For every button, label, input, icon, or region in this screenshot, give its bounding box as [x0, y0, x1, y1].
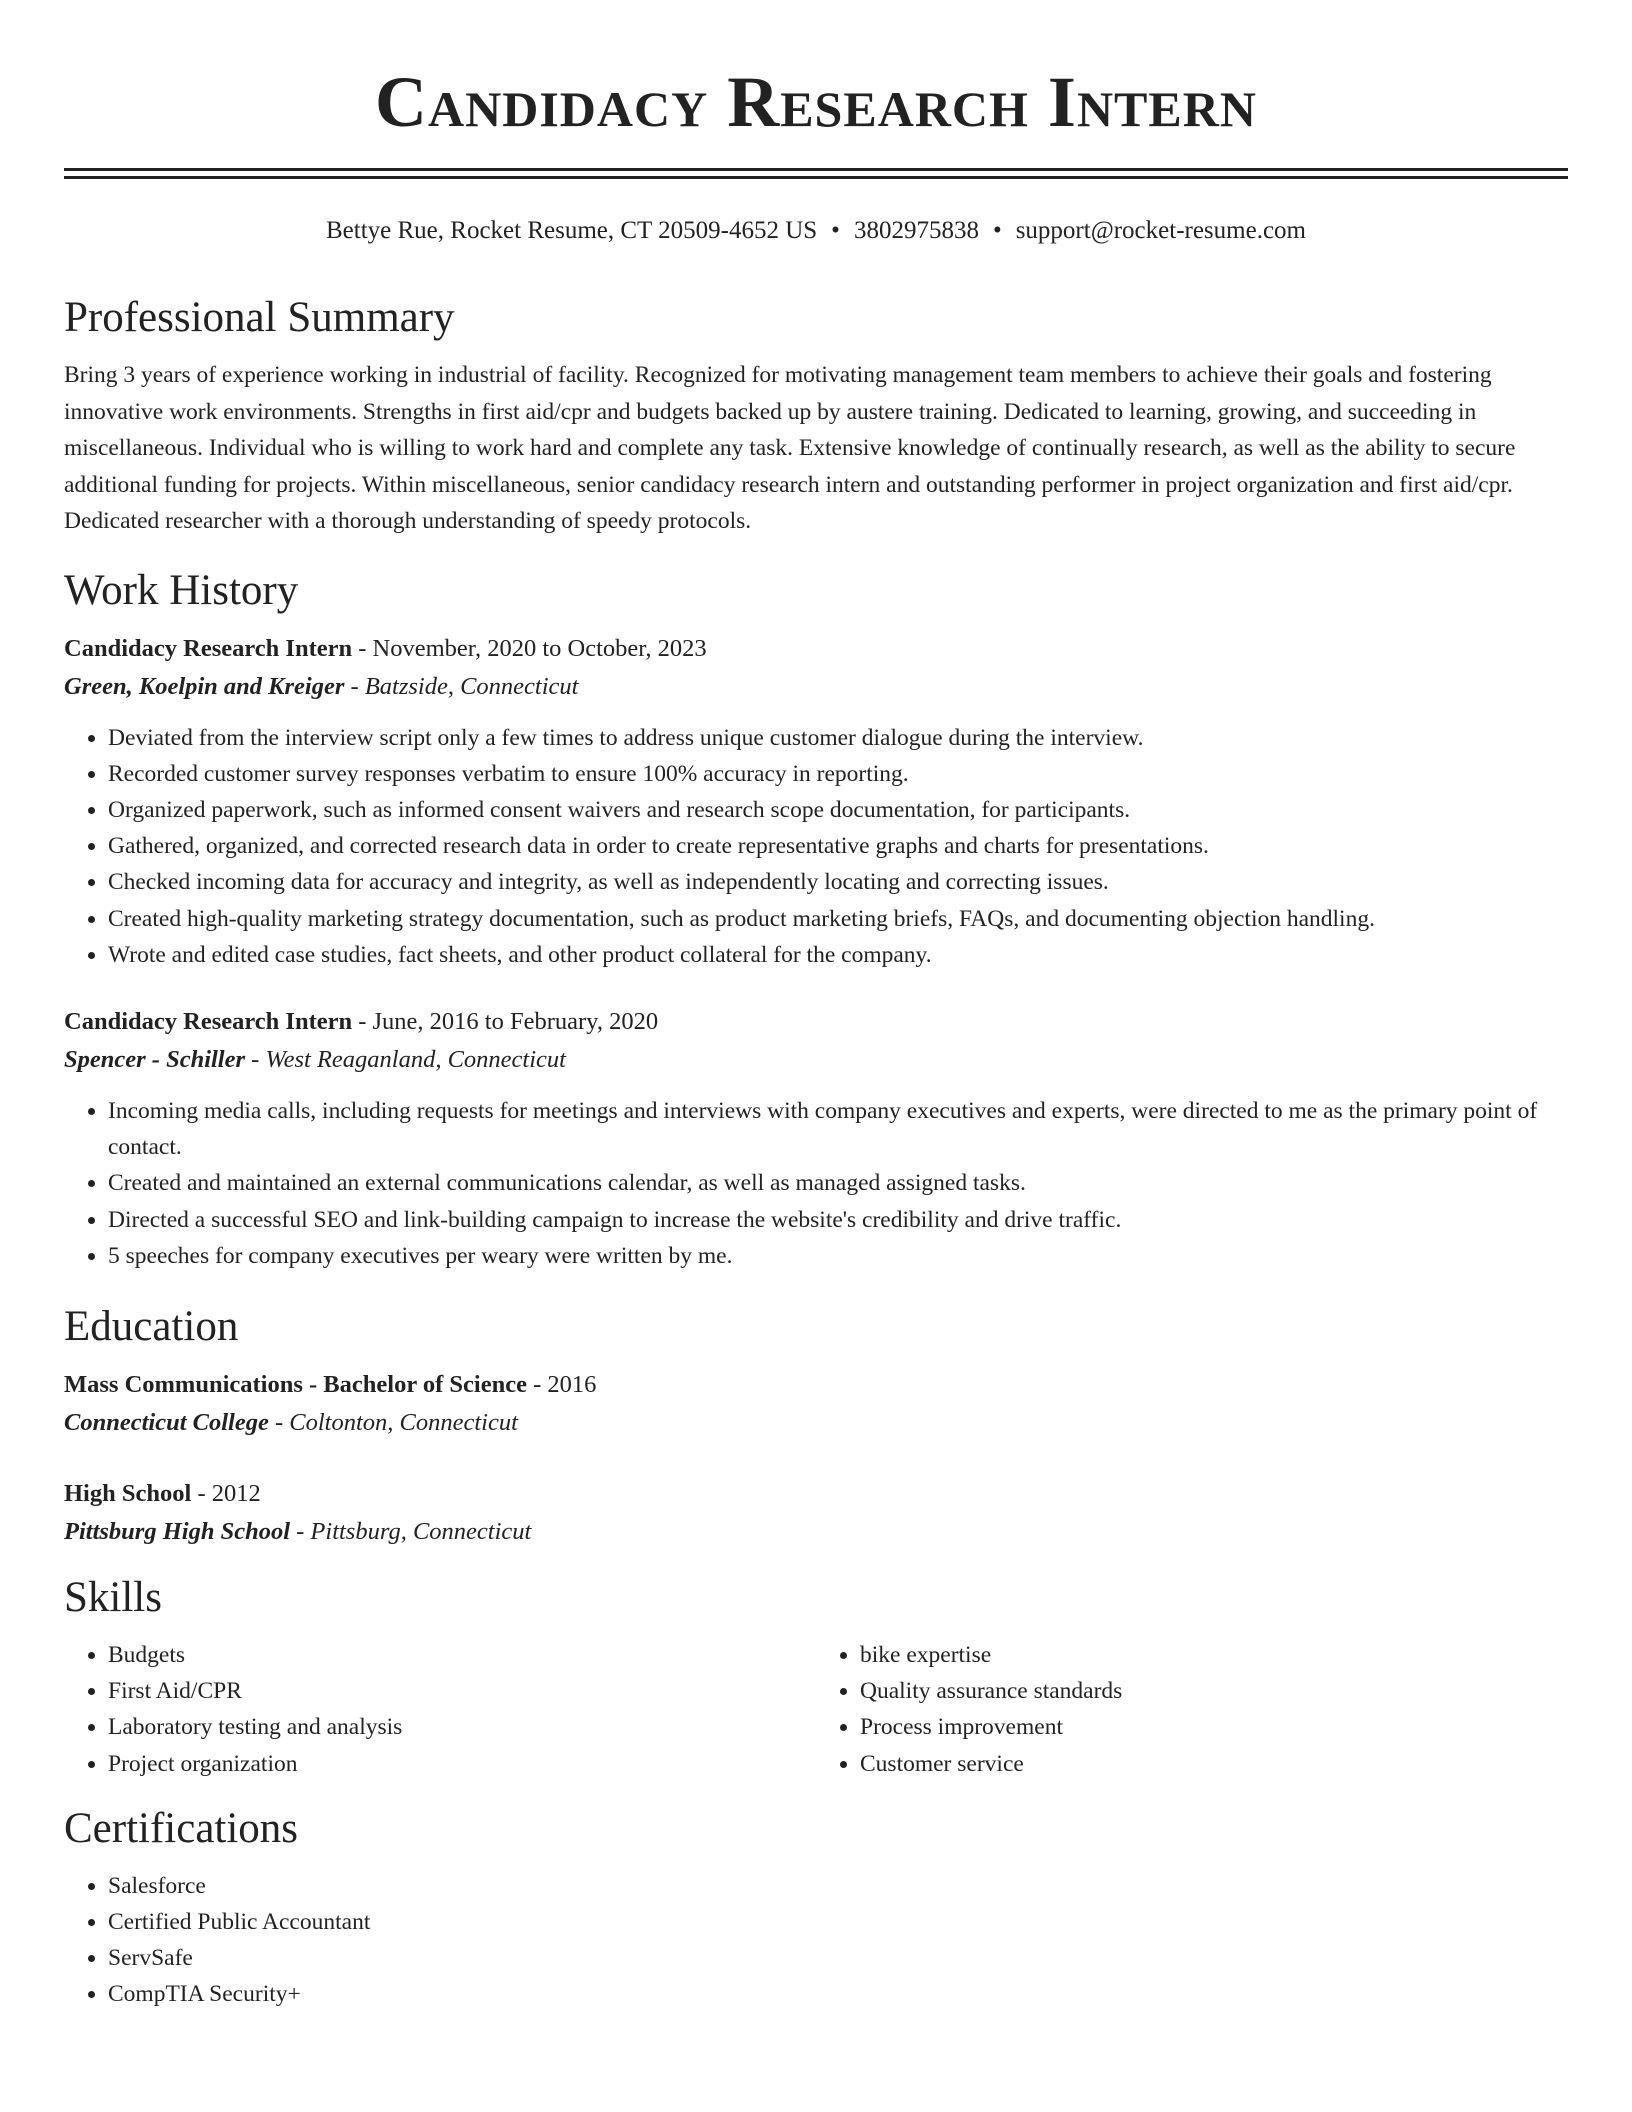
- degree-line: [64, 1366, 1568, 1404]
- list-item: • Budgets: [108, 1637, 816, 1673]
- summary-text: Bring 3 years of experience working in industrial of facility. Recognized for motivating management team members to achieve their goals and fostering innovative work environments. Strengths in first aid/cpr and budgets backed up by austere training. Dedicated to learning, growing, and succeeding in miscellaneous. Individual who is willing to work hard and complete any task. Extensive knowledge of continually research, as well as the ability to secure additional funding for projects. Within miscellaneous, senior candidacy research intern and outstanding performer in project organization and first aid/cpr. Dedicated researcher with a thorough understanding of speedy protocols.: [64, 362, 1516, 534]
- list-item: • Salesforce: [108, 1868, 1568, 1904]
- graduation-year: - 2012: [191, 1479, 261, 1507]
- job-location: - West Reaganland, Connecticut: [245, 1045, 566, 1073]
- school-line: [64, 1513, 1568, 1551]
- job-company-line: [64, 668, 1568, 706]
- list-item: • Certified Public Accountant: [108, 1904, 1568, 1940]
- list-item: • Recorded customer survey responses verbatim to ensure 100% accuracy in reporting.: [108, 756, 1568, 792]
- job-company: Spencer - Schiller: [64, 1045, 246, 1073]
- list-item: • Laboratory testing and analysis: [108, 1709, 816, 1745]
- list-item: • Project organization: [108, 1746, 816, 1782]
- list-item: • Created high-quality marketing strategy documentation, such as product marketing briefs, FAQs, and documenting objection handling.: [108, 901, 1568, 937]
- title-divider-bottom: [64, 176, 1568, 179]
- job-title-line: [64, 1003, 1568, 1041]
- job-entry: [64, 630, 1568, 973]
- section-heading-certifications: Certifications: [64, 1804, 299, 1852]
- resume-title: Candidacy Research Intern: [375, 62, 1257, 142]
- section-heading-summary: Professional Summary: [64, 294, 455, 341]
- list-item: • CompTIA Security+: [108, 1976, 1568, 2012]
- list-item: • Deviated from the interview script only a few times to address unique customer dialogue during the interview.: [108, 720, 1568, 756]
- skills-list-right: [816, 1637, 1568, 1782]
- list-item: • Checked incoming data for accuracy and integrity, as well as independently locating and correcting issues.: [108, 864, 1568, 900]
- list-item: • Created and maintained an external communications calendar, as well as managed assigned tasks.: [108, 1165, 1568, 1201]
- job-title: Candidacy Research Intern: [64, 634, 353, 662]
- contact-email[interactable]: support@rocket-resume.com: [1015, 217, 1306, 244]
- job-entry: [64, 1003, 1568, 1274]
- contact-phone: 3802975838: [853, 217, 979, 244]
- graduation-year: - 2016: [526, 1370, 597, 1398]
- list-item: • 5 speeches for company executives per weary were written by me.: [108, 1238, 1568, 1274]
- list-item: • Directed a successful SEO and link-building campaign to increase the website's credibility and drive traffic.: [108, 1202, 1568, 1238]
- school-location: - Coltonton, Connecticut: [268, 1408, 518, 1436]
- job-company-line: [64, 1041, 1568, 1079]
- title-divider-top: [64, 168, 1568, 171]
- contact-address: Bettye Rue, Rocket Resume, CT 20509-4652 US: [326, 217, 818, 244]
- skills-columns: [64, 1637, 1568, 1782]
- list-item: • Organized paperwork, such as informed consent waivers and research scope documentation, for participants.: [108, 792, 1568, 828]
- job-duties-list: [64, 1093, 1568, 1274]
- section-heading-skills: Skills: [64, 1573, 162, 1621]
- job-title: Candidacy Research Intern: [64, 1007, 353, 1035]
- job-dates: - November, 2020 to October, 2023: [352, 634, 707, 662]
- list-item: • Wrote and edited case studies, fact sheets, and other product collateral for the company.: [108, 937, 1568, 973]
- job-duties-list: [64, 720, 1568, 973]
- degree: Mass Communications - Bachelor of Science: [64, 1370, 527, 1398]
- list-item: • Process improvement: [860, 1709, 1568, 1745]
- section-heading-education: Education: [64, 1302, 239, 1350]
- degree-line: [64, 1475, 1568, 1513]
- school-name: Connecticut College: [64, 1408, 269, 1436]
- list-item: • bike expertise: [860, 1637, 1568, 1673]
- list-item: • Incoming media calls, including requests for meetings and interviews with company executives and experts, were directed to me as the primary point of contact.: [108, 1093, 1568, 1165]
- job-location: - Batzside, Connecticut: [344, 672, 579, 700]
- degree: High School: [64, 1479, 192, 1507]
- list-item: • ServSafe: [108, 1940, 1568, 1976]
- job-dates: - June, 2016 to February, 2020: [352, 1007, 659, 1035]
- contact-separator: •: [831, 217, 840, 244]
- list-item: • First Aid/CPR: [108, 1673, 816, 1709]
- school-line: [64, 1404, 1568, 1442]
- list-item: • Quality assurance standards: [860, 1673, 1568, 1709]
- contact-separator: •: [992, 217, 1002, 244]
- list-item: • Gathered, organized, and corrected research data in order to create representative graphs and charts for presentations.: [108, 828, 1568, 864]
- list-item: • Customer service: [860, 1746, 1568, 1782]
- certifications-list: [64, 1868, 1568, 2013]
- section-heading-work-history: Work History: [64, 566, 299, 614]
- job-company: Green, Koelpin and Kreiger: [64, 672, 345, 700]
- job-title-line: [64, 630, 1568, 668]
- school-name: Pittsburg High School: [64, 1517, 291, 1545]
- skills-list-left: [64, 1637, 816, 1782]
- education-entry: [64, 1366, 1568, 1442]
- education-entry: [64, 1475, 1568, 1551]
- contact-line: [64, 215, 1568, 247]
- school-location: - Pittsburg, Connecticut: [290, 1517, 532, 1545]
